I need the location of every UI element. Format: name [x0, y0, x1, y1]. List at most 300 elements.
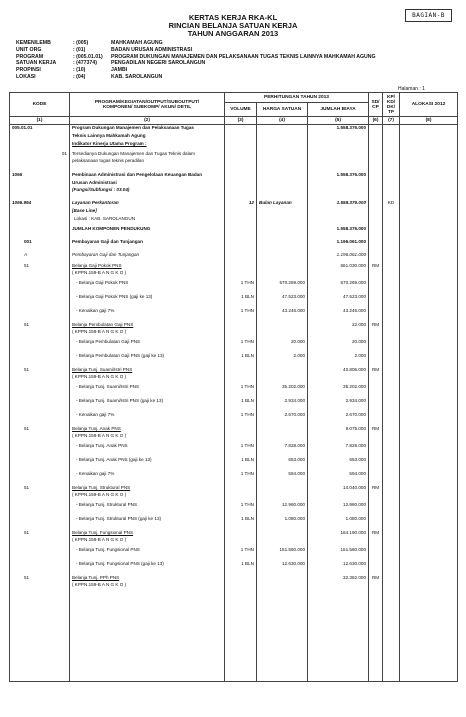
cell-jumlah [308, 141, 369, 151]
col-num-1: (1) [10, 117, 70, 125]
cell-uraian: ( KPPN.159-B A N G K O ) [70, 492, 225, 502]
cell-kp [383, 492, 400, 502]
cell-harga: Bulan Layanan [257, 200, 308, 208]
cell-kode [10, 502, 70, 516]
cell-jumlah: 2.670.000 [308, 412, 369, 426]
meta-code: : (477374) [73, 60, 97, 67]
table-row [10, 158, 458, 172]
cell-uraian: Lokasi : KAB. SAROLANGUN [70, 216, 225, 226]
table-row [10, 180, 458, 187]
cell-sdcp [369, 252, 383, 263]
cell-volume [225, 329, 257, 339]
cell-sdcp [369, 374, 383, 384]
cell-kode [10, 492, 70, 502]
cell-kode: 51 [10, 485, 70, 492]
col-volume: VOLUME [225, 103, 257, 117]
cell-alokasi [400, 537, 458, 547]
cell-jumlah [308, 270, 369, 280]
cell-uraian: - Belanja Tunj. Suami/Istri PNS [70, 384, 225, 398]
cell-volume: 1 THN [225, 308, 257, 322]
cell-alokasi [400, 353, 458, 367]
bagian-badge: BAGIAN-B [405, 9, 452, 22]
cell-alokasi [400, 322, 458, 329]
cell-jumlah: 40.806.000 [308, 367, 369, 374]
cell-kp [383, 158, 400, 172]
cell-harga: 151.560.000 [257, 547, 308, 561]
cell-kode [10, 398, 70, 412]
cell-alokasi [400, 294, 458, 308]
table-row [10, 547, 458, 561]
cell-alokasi [400, 308, 458, 322]
cell-volume: 1 THN [225, 502, 257, 516]
cell-kode [10, 158, 70, 172]
cell-alokasi [400, 384, 458, 398]
cell-kode [10, 308, 70, 322]
cell-harga [257, 322, 308, 329]
cell-sdcp [369, 502, 383, 516]
cell-volume [225, 226, 257, 239]
cell-sdcp [369, 339, 383, 353]
cell-kp [383, 308, 400, 322]
cell-harga: 2.934.000 [257, 398, 308, 412]
cell-kode [10, 412, 70, 426]
cell-uraian: ( KPPN.159-B A N G K O ) [70, 329, 225, 339]
cell-harga: 43.246.000 [257, 308, 308, 322]
table-row [10, 239, 458, 252]
cell-kode [10, 226, 70, 239]
table-row [10, 208, 458, 216]
cell-sdcp [369, 151, 383, 158]
meta-code: : (005.01.01) [73, 53, 103, 60]
cell-harga [257, 492, 308, 502]
cell-volume [225, 133, 257, 141]
cell-kp [383, 374, 400, 384]
cell-harga [257, 125, 308, 133]
table-row [10, 537, 458, 547]
cell-uraian: - Kenaikan gaji 7% [70, 412, 225, 426]
cell-uraian: ( KPPN.159-B A N G K O ) [70, 374, 225, 384]
cell-kp [383, 151, 400, 158]
table-row [10, 433, 458, 443]
cell-jumlah: 1.196.061.000 [308, 239, 369, 252]
cell-alokasi [400, 582, 458, 682]
cell-volume [225, 125, 257, 133]
cell-jumlah: 47.523.000 [308, 294, 369, 308]
cell-sdcp [369, 329, 383, 339]
cell-sdcp [369, 412, 383, 426]
cell-jumlah [308, 187, 369, 200]
cell-sdcp [369, 561, 383, 575]
col-num-5: (5) [308, 117, 369, 125]
cell-harga [257, 433, 308, 443]
cell-jumlah [308, 492, 369, 502]
cell-sdcp [369, 187, 383, 200]
cell-kp [383, 471, 400, 485]
cell-sdcp [369, 492, 383, 502]
cell-uraian: - Kenaikan gaji 7% [70, 308, 225, 322]
cell-uraian: Belanja Tunj. Fungsional PNS [70, 530, 225, 537]
cell-uraian: Belanja Gaji Pokok PNS [70, 263, 225, 270]
cell-harga: 7.828.000 [257, 443, 308, 457]
cell-jumlah [308, 133, 369, 141]
cell-jumlah [308, 433, 369, 443]
cell-harga: 12.960.000 [257, 502, 308, 516]
cell-alokasi [400, 367, 458, 374]
cell-alokasi [400, 172, 458, 180]
cell-sdcp [369, 294, 383, 308]
cell-jumlah: 1.196.061.000 [308, 252, 369, 263]
cell-uraian: - Belanja Tunj. Anak PNS [70, 443, 225, 457]
cell-volume [225, 433, 257, 443]
cell-kp [383, 561, 400, 575]
cell-volume: 1 THN [225, 547, 257, 561]
cell-sdcp [369, 582, 383, 682]
col-program-line1: PROGRAM/KEGIATAN/OUTPUT/SUBOUTPUT/ [94, 99, 200, 105]
col-kode: KODE [10, 93, 70, 117]
doc-title-line1: KERTAS KERJA RKA-KL [188, 13, 278, 22]
cell-kode [10, 443, 70, 457]
col-harga: HARGA SATUAN [257, 103, 308, 117]
cell-alokasi [400, 141, 458, 151]
cell-kp [383, 384, 400, 398]
cell-kp [383, 280, 400, 294]
cell-kode [10, 187, 70, 200]
cell-kp [383, 263, 400, 270]
cell-kode [10, 270, 70, 280]
cell-uraian: Belanja Tunj. Anak PNS [70, 426, 225, 433]
cell-harga: 12.630.000 [257, 561, 308, 575]
cell-harga [257, 485, 308, 492]
cell-harga [257, 582, 308, 682]
cell-kode [10, 216, 70, 226]
cell-kp [383, 443, 400, 457]
cell-volume: 1 BLN [225, 294, 257, 308]
cell-volume: 1 THN [225, 384, 257, 398]
cell-uraian: - Belanja Gaji Pokok PNS (gaji ke 13) [70, 294, 225, 308]
cell-kode [10, 561, 70, 575]
table-row [10, 426, 458, 433]
table-row [10, 471, 458, 485]
cell-alokasi [400, 125, 458, 133]
cell-volume [225, 322, 257, 329]
cell-volume: 1 BLN [225, 398, 257, 412]
cell-volume [225, 252, 257, 263]
cell-volume: 1 THN [225, 412, 257, 426]
cell-jumlah: 43.246.000 [308, 308, 369, 322]
cell-sdcp [369, 547, 383, 561]
meta-code: : (01) [73, 46, 86, 53]
cell-kp [383, 575, 400, 582]
cell-uraian: - Kenaikan gaji 7% [70, 471, 225, 485]
cell-kode [10, 280, 70, 294]
cell-uraian: Belanja Pembulatan Gaji PNS [70, 322, 225, 329]
cell-sdcp [369, 398, 383, 412]
cell-kp [383, 239, 400, 252]
cell-jumlah: 164.190.000 [308, 530, 369, 537]
cell-kode [10, 180, 70, 187]
col-num-2: (2) [70, 117, 225, 125]
cell-alokasi [400, 226, 458, 239]
cell-alokasi [400, 133, 458, 141]
col-num-6: (6) [369, 117, 383, 125]
table-row [10, 294, 458, 308]
cell-jumlah: 7.828.000 [308, 443, 369, 457]
cell-sdcp [369, 280, 383, 294]
table-row [10, 492, 458, 502]
meta-value: MAHKAMAH AGUNG [111, 40, 163, 46]
cell-alokasi [400, 412, 458, 426]
cell-harga [257, 187, 308, 200]
table-row [10, 226, 458, 239]
cell-alokasi [400, 270, 458, 280]
cell-sdcp [369, 457, 383, 471]
table-row [10, 530, 458, 537]
cell-jumlah: 1.558.376.000 [308, 172, 369, 180]
table-row [10, 398, 458, 412]
cell-kode: 51 [10, 263, 70, 270]
cell-harga [257, 530, 308, 537]
cell-harga [257, 158, 308, 172]
cell-harga [257, 133, 308, 141]
meta-key: PROPINSI [16, 67, 41, 74]
cell-kp [383, 322, 400, 329]
table-row [10, 200, 458, 208]
cell-volume [225, 172, 257, 180]
table-row [10, 151, 458, 158]
cell-kp [383, 329, 400, 339]
meta-value: BADAN URUSAN ADMINISTRASI [111, 46, 193, 53]
cell-uraian: - Belanja Tunj. Struktural PNS [70, 502, 225, 516]
meta-row [16, 74, 376, 81]
meta-value: PROGRAM DUKUNGAN MANAJEMEN DAN PELAKSANAAN TUGAS TEKNIS LAINNYA MAHKAMAH AGUNG [111, 53, 376, 60]
cell-kode [10, 547, 70, 561]
meta-code: : (04) [73, 73, 86, 80]
cell-kode: 51 [10, 367, 70, 374]
col-num-8: (8) [400, 117, 458, 125]
cell-harga [257, 252, 308, 263]
cell-sdcp [369, 172, 383, 180]
cell-kp [383, 141, 400, 151]
cell-kp [383, 367, 400, 374]
meta-key: PROGRAM [16, 53, 44, 60]
cell-jumlah: 570.269.000 [308, 280, 369, 294]
meta-code: : (005) [73, 40, 89, 46]
cell-alokasi [400, 374, 458, 384]
cell-volume [225, 530, 257, 537]
table-row [10, 367, 458, 374]
col-num-7: (7) [383, 117, 400, 125]
cell-jumlah [308, 216, 369, 226]
table-row [10, 485, 458, 492]
cell-jumlah [308, 582, 369, 682]
cell-alokasi [400, 216, 458, 226]
cell-alokasi [400, 471, 458, 485]
cell-jumlah [308, 151, 369, 158]
cell-uraian: Urusan Administrasi [70, 180, 225, 187]
cell-kode [10, 516, 70, 530]
cell-kp: KD [383, 200, 400, 208]
cell-sdcp [369, 125, 383, 133]
cell-jumlah [308, 374, 369, 384]
cell-alokasi [400, 252, 458, 263]
cell-kp [383, 457, 400, 471]
cell-kp [383, 226, 400, 239]
meta-key: SATUAN KERJA [16, 60, 57, 67]
cell-kp [383, 208, 400, 216]
table-row [10, 322, 458, 329]
cell-alokasi [400, 180, 458, 187]
cell-kp [383, 530, 400, 537]
cell-alokasi [400, 339, 458, 353]
cell-alokasi [400, 263, 458, 270]
cell-kode [10, 339, 70, 353]
cell-volume [225, 270, 257, 280]
cell-uraian: - Belanja Pembulatan Gaji PNS (gaji ke 13) [70, 353, 225, 367]
cell-uraian: - Belanja Tunj. Anak PNS (gaji ke 13) [70, 457, 225, 471]
doc-title-line3: TAHUN ANGGARAN 2013 [187, 29, 279, 38]
table-row [10, 384, 458, 398]
table-row [10, 412, 458, 426]
cell-uraian: ( KPPN.159-B A N G K O ) [70, 433, 225, 443]
cell-kode [10, 582, 70, 682]
cell-kp [383, 547, 400, 561]
cell-harga [257, 151, 308, 158]
cell-harga [257, 329, 308, 339]
cell-harga: 35.202.000 [257, 384, 308, 398]
table-row [10, 582, 458, 682]
cell-uraian: Tersedianya Dukungan Manajemen dan Tugas Teknis dalam [70, 151, 225, 158]
cell-jumlah: 594.000 [308, 471, 369, 485]
meta-row [16, 54, 376, 61]
cell-sdcp [369, 226, 383, 239]
cell-volume [225, 485, 257, 492]
cell-uraian: JUMLAH KOMPONEN PENDUKUNG [70, 226, 225, 239]
cell-jumlah: 2.000 [308, 353, 369, 367]
cell-volume [225, 208, 257, 216]
cell-kp [383, 502, 400, 516]
meta-row [16, 67, 376, 74]
cell-uraian: Teknis Lainnya Mahkamah Agung [70, 133, 225, 141]
cell-sdcp [369, 537, 383, 547]
cell-sdcp: RM [369, 426, 383, 433]
cell-jumlah: 35.202.000 [308, 384, 369, 398]
meta-value: KAB. SAROLANGUN [111, 73, 163, 80]
cell-jumlah: 653.000 [308, 457, 369, 471]
table-header [10, 93, 458, 125]
cell-kode: 51 [10, 426, 70, 433]
cell-sdcp [369, 384, 383, 398]
cell-jumlah: 20.000 [308, 339, 369, 353]
doc-title-line2: RINCIAN BELANJA SATUAN KERJA [168, 21, 298, 30]
cell-kp [383, 125, 400, 133]
cell-sdcp [369, 433, 383, 443]
cell-alokasi [400, 280, 458, 294]
cell-sdcp: RM [369, 575, 383, 582]
cell-uraian: [Base Line] [70, 208, 225, 216]
cell-kp [383, 426, 400, 433]
cell-harga: 594.000 [257, 471, 308, 485]
cell-alokasi [400, 426, 458, 433]
meta-key: KEMEN/LEMB [16, 40, 51, 46]
cell-jumlah: 14.040.000 [308, 485, 369, 492]
cell-kode [10, 374, 70, 384]
cell-kp [383, 433, 400, 443]
table-row [10, 187, 458, 200]
cell-kp [383, 133, 400, 141]
cell-jumlah: 1.558.376.000 [308, 125, 369, 133]
cell-sdcp [369, 308, 383, 322]
cell-kode [10, 471, 70, 485]
cell-volume [225, 151, 257, 158]
cell-volume [225, 575, 257, 582]
cell-sdcp [369, 239, 383, 252]
cell-volume [225, 263, 257, 270]
cell-jumlah: 2.934.000 [308, 398, 369, 412]
cell-alokasi [400, 547, 458, 561]
cell-alokasi [400, 151, 458, 158]
cell-volume [225, 158, 257, 172]
cell-alokasi [400, 575, 458, 582]
cell-volume: 1 THN [225, 443, 257, 457]
cell-jumlah: 22.000 [308, 322, 369, 329]
cell-harga [257, 208, 308, 216]
cell-sdcp [369, 471, 383, 485]
cell-harga [257, 263, 308, 270]
cell-volume: 1 THN [225, 280, 257, 294]
cell-sdcp [369, 158, 383, 172]
cell-kode: 001 [10, 239, 70, 252]
cell-kp [383, 187, 400, 200]
cell-kode [10, 141, 70, 151]
col-kp: KP/ KD/ DK/ TP [383, 93, 400, 117]
cell-harga: 2.670.000 [257, 412, 308, 426]
cell-harga [257, 172, 308, 180]
cell-volume: 1 BLN [225, 561, 257, 575]
meta-row [16, 60, 376, 67]
cell-volume [225, 492, 257, 502]
cell-alokasi [400, 158, 458, 172]
cell-alokasi [400, 200, 458, 208]
cell-volume [225, 216, 257, 226]
cell-uraian: Pembinaan Administrasi dan Pengelolaan Keuangan Badan [70, 172, 225, 180]
cell-sdcp: RM [369, 322, 383, 329]
cell-kp [383, 180, 400, 187]
cell-harga [257, 537, 308, 547]
cell-jumlah: 151.560.000 [308, 547, 369, 561]
cell-harga: 20.000 [257, 339, 308, 353]
col-num-3: (3) [225, 117, 257, 125]
table-row [10, 339, 458, 353]
cell-sdcp: RM [369, 485, 383, 492]
cell-jumlah: 1.558.376.000 [308, 200, 369, 208]
meta-key: UNIT ORG [16, 46, 42, 53]
table-row [10, 263, 458, 270]
cell-kp [383, 353, 400, 367]
cell-volume: 1 THN [225, 471, 257, 485]
budget-table [9, 92, 458, 682]
cell-kode [10, 133, 70, 141]
cell-uraian: - Belanja Tunj. Struktural PNS (gaji ke 13) [70, 516, 225, 530]
cell-harga: 653.000 [257, 457, 308, 471]
table-row [10, 457, 458, 471]
cell-volume [225, 426, 257, 433]
table-row [10, 280, 458, 294]
cell-alokasi [400, 502, 458, 516]
meta-row [16, 47, 376, 54]
cell-jumlah [308, 537, 369, 547]
cell-kode [10, 537, 70, 547]
cell-volume [225, 141, 257, 151]
